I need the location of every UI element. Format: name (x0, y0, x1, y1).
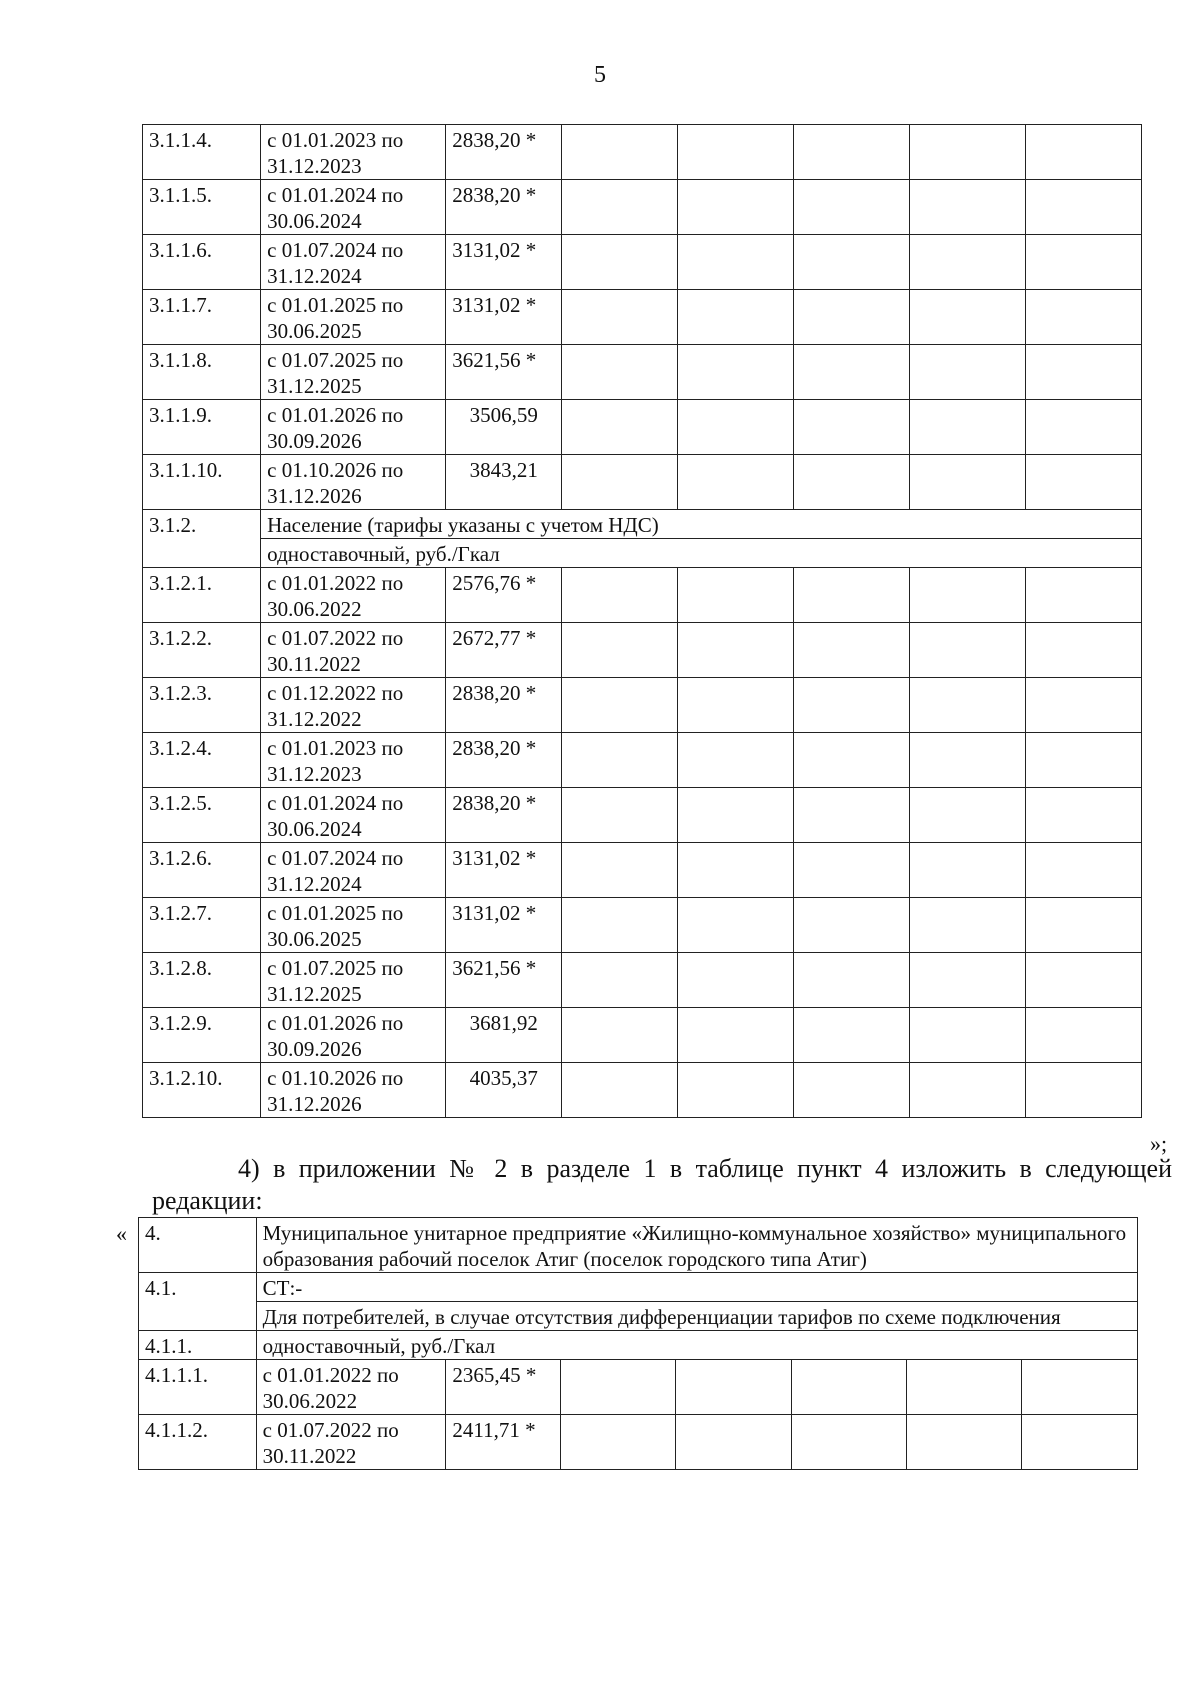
empty-cell (678, 290, 794, 345)
empty-cell (562, 1063, 678, 1118)
table-row (143, 400, 1142, 455)
empty-cell (1026, 1063, 1142, 1118)
period-line: 30.06.2024 (267, 817, 362, 841)
price-cell: 3131,02 * (446, 843, 562, 898)
period-line: с 01.01.2026 по (267, 403, 404, 427)
period-line: 30.11.2022 (267, 652, 361, 676)
period-cell (261, 180, 446, 235)
period-cell (261, 1063, 446, 1118)
table-row (139, 1415, 1138, 1470)
price-cell: 2576,76 * (446, 568, 562, 623)
price-cell: 3131,02 * (446, 290, 562, 345)
empty-cell (562, 788, 678, 843)
period-cell (261, 843, 446, 898)
period-cell (261, 455, 446, 510)
price-cell: 2838,20 * (446, 733, 562, 788)
tariff-table-section-4 (138, 1217, 1138, 1470)
price-cell: 2838,20 * (446, 125, 562, 180)
period-line: 31.12.2024 (267, 264, 362, 288)
empty-cell (1026, 125, 1142, 180)
row-number-cell: 3.1.2.10. (143, 1063, 261, 1118)
empty-cell (1022, 1415, 1138, 1470)
empty-cell (1026, 843, 1142, 898)
period-line: с 01.01.2024 по (267, 791, 404, 815)
empty-cell (1026, 345, 1142, 400)
section-text-cell: Население (тарифы указаны с учетом НДС) (261, 510, 1142, 539)
period-cell (261, 623, 446, 678)
table-row (143, 788, 1142, 843)
empty-cell (562, 400, 678, 455)
row-number-cell: 4.1.1.2. (139, 1415, 257, 1470)
row-number-cell: 4. (139, 1218, 257, 1273)
price-cell: 4035,37 (446, 1063, 562, 1118)
section-text-cell: одноставочный, руб./Гкал (256, 1331, 1137, 1360)
section-row (139, 1331, 1138, 1360)
table-row (143, 843, 1142, 898)
price-cell: 2672,77 * (446, 623, 562, 678)
period-line: с 01.01.2024 по (267, 183, 404, 207)
period-cell (261, 953, 446, 1008)
row-number-cell: 3.1.2. (143, 510, 261, 568)
period-cell (261, 235, 446, 290)
period-line: 31.12.2026 (267, 1092, 362, 1116)
empty-cell (1026, 623, 1142, 678)
empty-cell (678, 455, 794, 510)
empty-cell (678, 345, 794, 400)
empty-cell (910, 235, 1026, 290)
price-cell: 3131,02 * (446, 235, 562, 290)
period-line: 31.12.2023 (267, 762, 362, 786)
row-number-cell: 3.1.2.3. (143, 678, 261, 733)
row-number-cell: 3.1.1.10. (143, 455, 261, 510)
table-row (139, 1360, 1138, 1415)
period-line: 30.06.2022 (262, 1389, 358, 1413)
empty-cell (1026, 455, 1142, 510)
empty-cell (562, 953, 678, 1008)
empty-cell (1026, 568, 1142, 623)
table-row (143, 1008, 1142, 1063)
section-row (143, 510, 1142, 539)
empty-cell (678, 898, 794, 953)
empty-cell (1026, 898, 1142, 953)
row-number-cell: 4.1. (139, 1273, 257, 1331)
empty-cell (794, 788, 910, 843)
empty-cell (794, 568, 910, 623)
section-text-cell: одноставочный, руб./Гкал (261, 539, 1142, 568)
period-cell (261, 125, 446, 180)
section-text-cell: СТ:- (256, 1273, 1137, 1302)
empty-cell (1026, 953, 1142, 1008)
empty-cell (910, 400, 1026, 455)
empty-cell (678, 788, 794, 843)
price-cell: 2365,45 * (446, 1360, 560, 1415)
empty-cell (678, 1008, 794, 1063)
empty-cell (562, 290, 678, 345)
empty-cell (794, 180, 910, 235)
table-row (143, 180, 1142, 235)
period-line: с 01.10.2026 по (267, 458, 404, 482)
empty-cell (678, 568, 794, 623)
section-row (139, 1302, 1138, 1331)
price-cell: 3506,59 (446, 400, 562, 455)
period-cell (261, 678, 446, 733)
empty-cell (791, 1360, 906, 1415)
empty-cell (791, 1415, 906, 1470)
period-cell (256, 1415, 446, 1470)
period-line: 31.12.2026 (267, 484, 362, 508)
price-cell: 2838,20 * (446, 180, 562, 235)
empty-cell (678, 1063, 794, 1118)
period-line: с 01.07.2022 по (267, 626, 404, 650)
table-row (143, 235, 1142, 290)
price-cell: 3621,56 * (446, 953, 562, 1008)
empty-cell (1026, 235, 1142, 290)
empty-cell (910, 290, 1026, 345)
empty-cell (678, 843, 794, 898)
period-line: 30.09.2026 (267, 1037, 362, 1061)
row-number-cell: 4.1.1. (139, 1331, 257, 1360)
period-line: 31.12.2025 (267, 982, 362, 1006)
row-number-cell: 3.1.1.7. (143, 290, 261, 345)
table-row (143, 953, 1142, 1008)
row-number-cell: 4.1.1.1. (139, 1360, 257, 1415)
row-number-cell: 3.1.2.1. (143, 568, 261, 623)
period-line: 31.12.2025 (267, 374, 362, 398)
empty-cell (910, 843, 1026, 898)
empty-cell (676, 1415, 791, 1470)
empty-cell (560, 1360, 675, 1415)
period-line: с 01.01.2023 по (267, 128, 404, 152)
empty-cell (562, 568, 678, 623)
empty-cell (562, 678, 678, 733)
table-row (143, 1063, 1142, 1118)
section-row (139, 1218, 1138, 1273)
opening-quote: « (116, 1221, 127, 1246)
price-cell: 2838,20 * (446, 678, 562, 733)
empty-cell (794, 235, 910, 290)
period-line: с 01.01.2026 по (267, 1011, 404, 1035)
period-cell (261, 788, 446, 843)
period-line: с 01.01.2023 по (267, 736, 404, 760)
empty-cell (794, 455, 910, 510)
empty-cell (678, 125, 794, 180)
empty-cell (910, 568, 1026, 623)
empty-cell (562, 180, 678, 235)
section-text-cell: Для потребителей, в случае отсутствия дифференциации тарифов по схеме подключения (256, 1302, 1137, 1331)
period-cell (261, 898, 446, 953)
empty-cell (794, 843, 910, 898)
price-cell: 2838,20 * (446, 788, 562, 843)
empty-cell (794, 345, 910, 400)
empty-cell (1026, 1008, 1142, 1063)
period-line: с 01.01.2025 по (267, 901, 404, 925)
empty-cell (794, 623, 910, 678)
empty-cell (794, 898, 910, 953)
period-line: с 01.12.2022 по (267, 681, 404, 705)
table-row (143, 733, 1142, 788)
period-line: с 01.07.2022 по (262, 1418, 399, 1442)
price-cell: 3681,92 (446, 1008, 562, 1063)
empty-cell (678, 623, 794, 678)
period-cell (261, 290, 446, 345)
period-line: 30.11.2022 (262, 1444, 357, 1468)
empty-cell (1026, 678, 1142, 733)
period-cell (261, 568, 446, 623)
instruction-line-1: 4) в приложении № 2 в разделе 1 в таблице пункт 4 изложить в следующей (238, 1154, 1172, 1183)
period-line: с 01.07.2025 по (267, 956, 404, 980)
row-number-cell: 3.1.2.9. (143, 1008, 261, 1063)
period-line: 31.12.2022 (267, 707, 362, 731)
empty-cell (1022, 1360, 1138, 1415)
period-cell (256, 1360, 446, 1415)
period-line: с 01.07.2024 по (267, 846, 404, 870)
period-line: 30.06.2024 (267, 209, 362, 233)
price-cell: 2411,71 * (446, 1415, 560, 1470)
empty-cell (794, 953, 910, 1008)
empty-cell (678, 400, 794, 455)
empty-cell (562, 623, 678, 678)
empty-cell (678, 678, 794, 733)
period-line: с 01.01.2022 по (262, 1363, 399, 1387)
table-row (143, 290, 1142, 345)
empty-cell (678, 953, 794, 1008)
row-number-cell: 3.1.1.9. (143, 400, 261, 455)
empty-cell (794, 400, 910, 455)
row-number-cell: 3.1.2.2. (143, 623, 261, 678)
period-line: 31.12.2023 (267, 154, 362, 178)
empty-cell (794, 1063, 910, 1118)
section-text-cell: Муниципальное унитарное предприятие «Жилищно-коммунальное хозяйство» муниципального образования рабочий поселок Атиг (поселок городского типа Атиг) (256, 1218, 1137, 1273)
row-number-cell: 3.1.1.4. (143, 125, 261, 180)
row-number-cell: 3.1.2.5. (143, 788, 261, 843)
period-line: 30.06.2025 (267, 927, 362, 951)
table-row (143, 455, 1142, 510)
period-line: 30.09.2026 (267, 429, 362, 453)
empty-cell (910, 1008, 1026, 1063)
section-row (139, 1273, 1138, 1302)
empty-cell (794, 1008, 910, 1063)
empty-cell (910, 623, 1026, 678)
empty-cell (907, 1360, 1022, 1415)
tariff-table-section-3 (142, 124, 1142, 1118)
row-number-cell: 3.1.2.7. (143, 898, 261, 953)
empty-cell (562, 1008, 678, 1063)
price-cell: 3131,02 * (446, 898, 562, 953)
empty-cell (678, 733, 794, 788)
price-cell: 3621,56 * (446, 345, 562, 400)
empty-cell (907, 1415, 1022, 1470)
table-row (143, 678, 1142, 733)
row-number-cell: 3.1.2.6. (143, 843, 261, 898)
row-number-cell: 3.1.1.5. (143, 180, 261, 235)
closing-quote: »; (1150, 1131, 1168, 1156)
period-line: 31.12.2024 (267, 872, 362, 896)
empty-cell (562, 733, 678, 788)
empty-cell (1026, 788, 1142, 843)
table-row (143, 898, 1142, 953)
empty-cell (678, 180, 794, 235)
table-row (143, 125, 1142, 180)
price-cell: 3843,21 (446, 455, 562, 510)
table-row (143, 568, 1142, 623)
empty-cell (678, 235, 794, 290)
empty-cell (910, 788, 1026, 843)
empty-cell (910, 455, 1026, 510)
empty-cell (562, 455, 678, 510)
table-row (143, 345, 1142, 400)
empty-cell (562, 345, 678, 400)
period-line: с 01.10.2026 по (267, 1066, 404, 1090)
empty-cell (910, 1063, 1026, 1118)
empty-cell (1026, 180, 1142, 235)
empty-cell (794, 125, 910, 180)
row-number-cell: 3.1.1.8. (143, 345, 261, 400)
page-number: 5 (594, 62, 606, 88)
period-line: 30.06.2025 (267, 319, 362, 343)
amendment-instruction (152, 1153, 1172, 1217)
row-number-cell: 3.1.1.6. (143, 235, 261, 290)
period-cell (261, 400, 446, 455)
table-row (143, 623, 1142, 678)
period-cell (261, 1008, 446, 1063)
period-cell (261, 733, 446, 788)
empty-cell (562, 843, 678, 898)
empty-cell (676, 1360, 791, 1415)
period-line: с 01.07.2025 по (267, 348, 404, 372)
section-row (143, 539, 1142, 568)
period-line: с 01.01.2022 по (267, 571, 404, 595)
period-line: с 01.07.2024 по (267, 238, 404, 262)
empty-cell (910, 125, 1026, 180)
empty-cell (560, 1415, 675, 1470)
empty-cell (910, 180, 1026, 235)
empty-cell (562, 125, 678, 180)
period-line: 30.06.2022 (267, 597, 362, 621)
empty-cell (794, 733, 910, 788)
empty-cell (910, 733, 1026, 788)
instruction-line-2: редакции: (152, 1186, 263, 1215)
empty-cell (1026, 400, 1142, 455)
empty-cell (1026, 290, 1142, 345)
empty-cell (1026, 733, 1142, 788)
empty-cell (910, 898, 1026, 953)
empty-cell (562, 235, 678, 290)
period-line: с 01.01.2025 по (267, 293, 404, 317)
empty-cell (794, 290, 910, 345)
empty-cell (910, 678, 1026, 733)
empty-cell (794, 678, 910, 733)
period-cell (261, 345, 446, 400)
empty-cell (910, 953, 1026, 1008)
empty-cell (562, 898, 678, 953)
empty-cell (910, 345, 1026, 400)
row-number-cell: 3.1.2.4. (143, 733, 261, 788)
row-number-cell: 3.1.2.8. (143, 953, 261, 1008)
